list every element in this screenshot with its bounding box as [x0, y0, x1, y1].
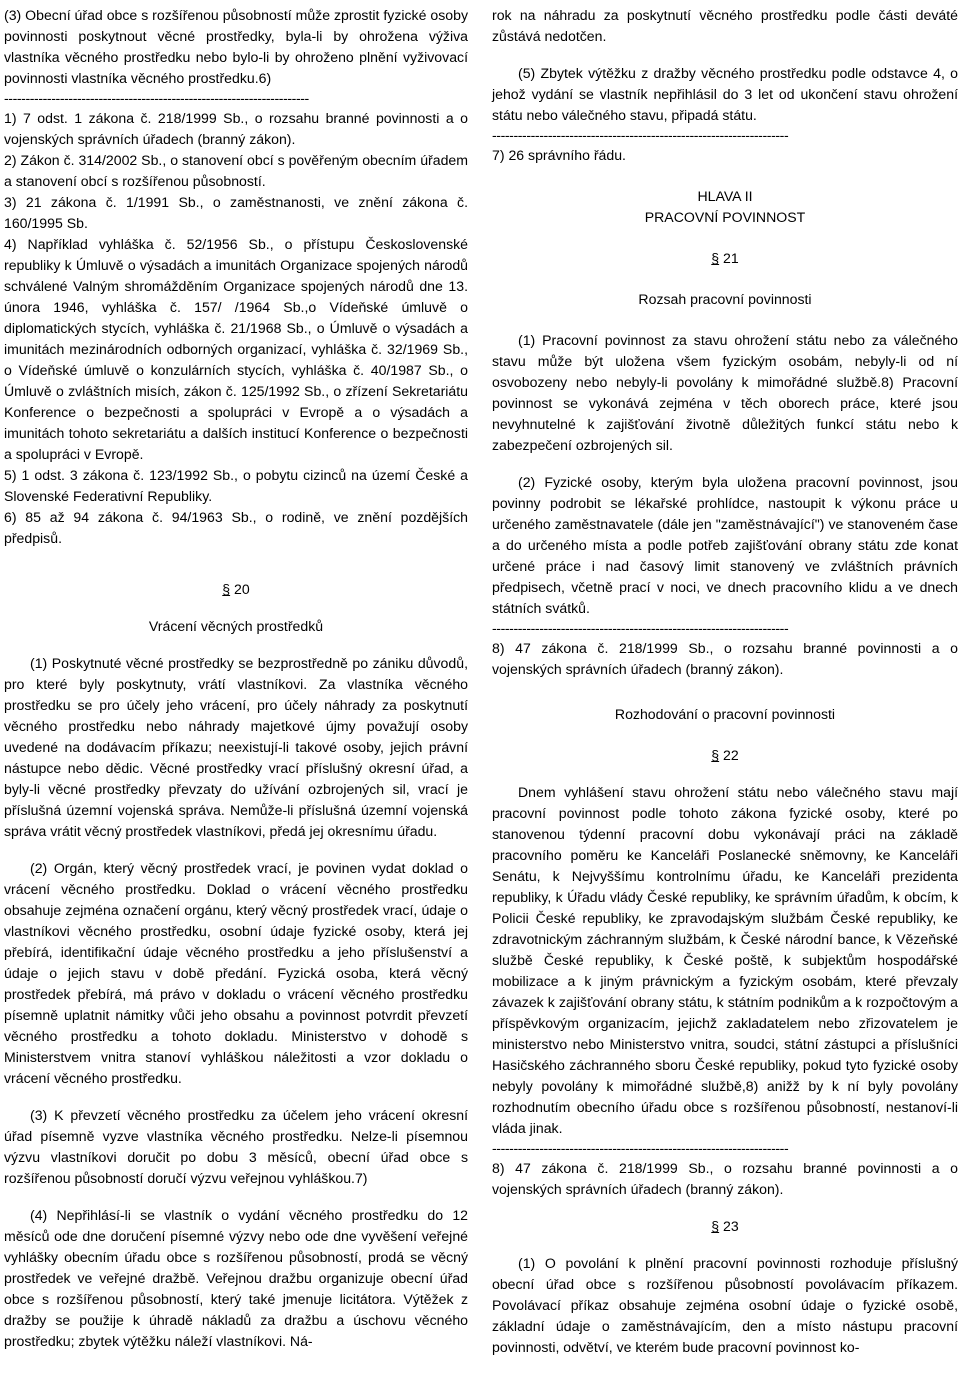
intro-paragraph: (3) Obecní úřad obce s rozšířenou působností může zprostit fyzické osoby povinnosti poskytnout věcné prostředky, byla-li by ohrožena výživa vlastníka věcného prostředku nebo bylo-li by ohroženo plnění vyživovací povinnosti vlastníka věcného prostředku.6)	[4, 7, 468, 86]
footnote-8: 8) 47 zákona č. 218/1999 Sb., o rozsahu branné povinnosti a o vojenských správních úřadech (branný zákon).	[492, 640, 958, 677]
footnote-6: 6) 85 až 94 zákona č. 94/1963 Sb., o rodině, ve znění pozdějších předpisů.	[4, 509, 468, 546]
section-symbol: §	[711, 250, 720, 266]
footnote-8: 8) 47 zákona č. 218/1999 Sb., o rozsahu branné povinnosti a o vojenských správních úřadech (branný zákon).	[492, 1160, 958, 1197]
footnote-2: 2) Zákon č. 314/2002 Sb., o stanovení obcí s pověřeným obecním úřadem a stanovení obcí s rozšířenou působností.	[4, 152, 468, 189]
footnote-5: 5) 1 odst. 3 zákona č. 123/1992 Sb., o pobytu cizinců na území České a Slovenské Federativní Republiky.	[4, 467, 468, 504]
section-number: 21	[723, 250, 739, 266]
footnote-4: 4) Například vyhláška č. 52/1956 Sb., o přístupu Československé republiky k Úmluvě o výsadách a imunitách Organizace spojených národů schválené Valným shromážděním Organizace spojených národů dne 13. února 1946, vyhláška č. 157/ /1964 Sb.,o Vídeňské úmluvě o diplomatických stycích, vyhláška č. 21/1968 Sb., o Úmluvě o výsadách a imunitách mezinárodních odborných organizací, vyhláška č. 32/1969 Sb., o Vídeňské úmluvě o konzulárních stycích, vyhláška č. 40/1987 Sb., o Úmluvě o zvláštních misích, zákon č. 125/1992 Sb., o zřízení Sekretariátu Konference o bezpečnosti a spolupráci v Evropě a o výsadách a imunitách tohoto sekretariátu a dalších institucí Konference o bezpečnosti a spolupráci v Evropě.	[4, 236, 468, 462]
section-number: 22	[723, 747, 739, 763]
section-23-para-1: (1) O povolání k plnění pracovní povinnosti rozhoduje příslušný obecní úřad obce s rozšířenou působností povolávacím příkazem. Povolávací příkaz obsahuje zejména osobní údaje o fyzické osobě, základní údaje o zaměstnávajícím, den a místo nástupu pracovní povinnosti, odvětví, ve kterém bude pracovní povinnost ko-	[492, 1255, 958, 1355]
section-23-heading	[492, 1216, 958, 1237]
part-title: PRACOVNÍ POVINNOST	[644, 209, 806, 225]
section-number: 20	[234, 581, 250, 597]
footnote-7: 7) 26 správního řádu.	[492, 147, 626, 163]
section-symbol: §	[711, 1218, 720, 1234]
footnote-1: 1) 7 odst. 1 zákona č. 218/1999 Sb., o rozsahu branné povinnosti a o vojenských správních úřadech (branný zákon).	[4, 110, 468, 147]
continuation-text: rok na náhradu za poskytnutí věcného prostředku podle části deváté zůstává nedotčen.	[492, 7, 958, 44]
section-21-title: Rozsah pracovní povinnosti	[638, 291, 812, 307]
section-symbol: §	[222, 581, 231, 597]
part-heading: HLAVA II	[697, 188, 753, 204]
paragraph-5: (5) Zbytek výtěžku z dražby věcného prostředku podle odstavce 4, o jehož vydání se vlastník nepřihlásil do 3 let od ukončení stavu ohrožení státu nebo válečného stavu, připadá státu.	[492, 65, 958, 123]
section-20-para-4: (4) Nepřihlásí-li se vlastník o vydání věcného prostředku do 12 měsíců ode dne doručení písemné výzvy nebo ode dne vyvěšení veřejné vyhlášky obecním úřadu obce s rozšířenou působností, prodá se věcný prostředek ve veřejné dražbě. Veřejnou dražbu organizuje obecní úřad obce s rozšířenou působností, který také jmenuje licitátora. Výtěžek z dražby se použije k úhradě nákladů za dražbu a úschovu věcného prostředku; zbytek výtěžku náleží vlastníkovi. Ná-	[4, 1207, 468, 1349]
section-21-heading	[492, 248, 958, 269]
section-20-para-2: (2) Orgán, který věcný prostředek vrací, je povinen vydat doklad o vrácení věcného prostředku. Doklad o vrácení věcného prostředku obsahuje zejména označení orgánu, který věcný prostředek vrací, údaje o vlastníkovi věcného prostředku, osobní údaje fyzické osoby, která jej přebírá, identifikační údaje věcného prostředku a jeho příslušenství a údaje o jejich stavu v době předání. Fyzická osoba, která věcný prostředek přebírá, má právo v dokladu o vrácení věcného prostředku písemně uplatnit námitky vůči jeho obsahu a povinnost potvrdit převzetí věcného prostředku a tohoto dokladu. Ministerstvo v dohodě s Ministerstvem vnitra stanoví vyhláškou náležitosti a vzor dokladu o vrácení věcného prostředku.	[4, 860, 468, 1086]
footnote-separator: ---------------------------------------------------------------------	[492, 127, 789, 143]
section-21-para-1: (1) Pracovní povinnost za stavu ohrožení státu nebo za válečného stavu může být uložena všem fyzickým osobám, nebyly-li od ní osvobozeny nebo nebyly-li povolány k mimořádné službě.8) Pracovní povinnost se vykonává zejména v těch oborech práce, které jsou nevyhnutelné k zajišťování životně důležitých funkcí státu nebo k zabezpečení ozbrojených sil.	[492, 332, 958, 453]
footnote-3: 3) 21 zákona č. 1/1991 Sb., o zaměstnanosti, ve znění zákona č. 160/1995 Sb.	[4, 194, 468, 231]
section-21-para-2: (2) Fyzické osoby, kterým byla uložena pracovní povinnost, jsou povinny podrobit se lékařské prohlídce, nastoupit k výkonu práce u určeného zaměstnavatele (dále jen "zaměstnávající") ve stanoveném čase a do určeného místa a podle potřeb zajišťování obrany státu zde konat určené práce i nad časový limit stanovený ve zvláštních právních předpisech, včetně prací v noci, ve dnech pracovního klidu a ve dnech státních svátků.	[492, 474, 958, 616]
left-column	[4, 5, 468, 1352]
section-20-heading	[4, 579, 468, 600]
footnote-separator: ---------------------------------------------------------------------	[492, 1140, 789, 1156]
section-symbol: §	[711, 747, 720, 763]
section-20-title: Vrácení věcných prostředků	[148, 618, 324, 634]
footnote-separator: ---------------------------------------------------------------------	[492, 620, 789, 636]
footnote-separator: -----------------------------------------------------------------------	[4, 90, 309, 106]
right-column	[492, 5, 958, 1358]
section-20-para-3: (3) K převzetí věcného prostředku za účelem jeho vrácení okresní úřad písemně vyzve vlastníka věcného prostředku. Nelze-li písemnou výzvu vlastníkovi doručit po dobu 3 měsíců, obecní úřad obce s rozšířenou působností doručí výzvu veřejnou vyhláškou.7)	[4, 1107, 468, 1186]
section-20-para-1: (1) Poskytnuté věcné prostředky se bezprostředně po zániku důvodů, pro které byly poskytnuty, vrátí vlastníkovi. Za vlastníka věcného prostředku se pro účely jeho vrácení, pro účely náhrady za poskytnutí věcného prostředku nebo náhrady majetkové újmy považují osoby uvedené na dodávacím příkazu; neexistují-li takové osoby, jejich právní nástupce nebo dědic. Věcné prostředky vrací příslušný okresní úřad, a byly-li věcné prostředky převzaty do užívání ozbrojených sil, vrací je příslušná územní vojenská správa. Nemůže-li příslušná územní vojenská správa vrátit věcný prostředek vlastníkovi, předá jej okresnímu úřadu.	[4, 655, 468, 839]
section-number: 23	[723, 1218, 739, 1234]
section-22-para: Dnem vyhlášení stavu ohrožení státu nebo válečného stavu mají pracovní povinnost podle tohoto zákona fyzické osoby, které po stanovenou týdenní pracovní dobu vykonávají práci na základě pracovního poměru ke Kanceláři Poslanecké sněmovny, ke Kanceláři Senátu, k Nejvyššímu kontrolnímu úřadu, ke Kanceláři prezidenta republiky, k Úřadu vlády České republiky, ke správním úřadům, k obcím, k Policii České republiky, ke zpravodajským službám České republiky, ke zdravotnickým záchranným službám, k České národní bance, k Vězeňské službě České republiky, k České poště, k subjektům hospodářské mobilizace a k jiným právnickým a fyzickým osobám, které převzaly závazek k zajišťování obrany státu, k státním podnikům a k rozpočtovým a příspěvkovým organizacím, jejichž zakladatelem nebo zřizovatelem je ministerstvo nebo Ministerstvo vnitra, soudci, státní zástupci a příslušníci Hasičského záchranného sboru České republiky, pokud tyto fyzické osoby nebyly povolány k mimořádné službě,8) anižž by k ní byly povolány rozhodnutím obecního úřadu obce s rozšířenou působností, nestanoví-li vláda jinak.	[492, 784, 958, 1136]
subheading-decision: Rozhodování o pracovní povinnosti	[614, 706, 836, 722]
section-22-heading	[492, 745, 958, 766]
